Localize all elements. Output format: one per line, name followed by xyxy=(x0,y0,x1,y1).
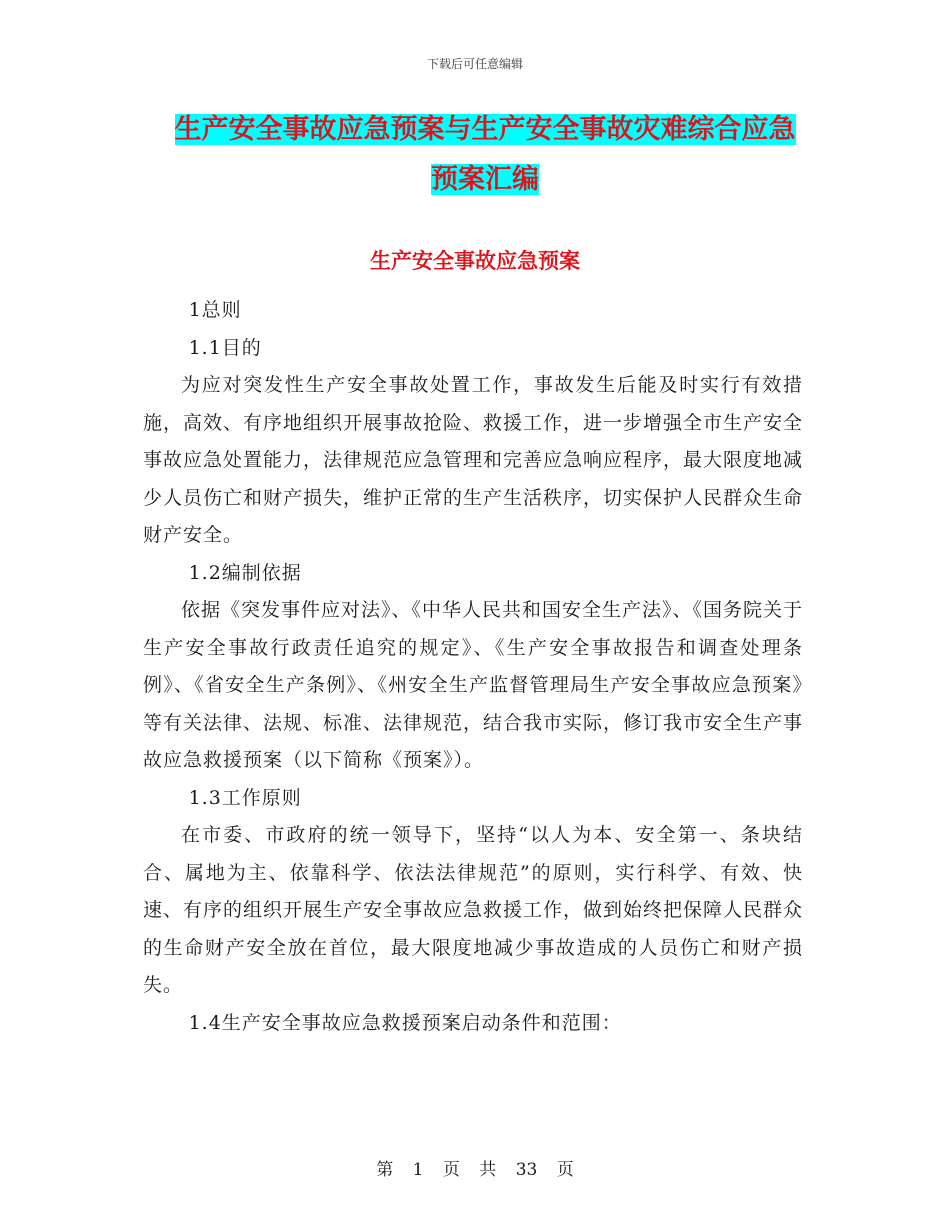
footer-suffix: 页 xyxy=(556,1160,574,1180)
header-note: 下载后可任意编辑 xyxy=(426,57,523,71)
footer-total-word: 共 xyxy=(479,1160,497,1180)
footer-page-number: 1 xyxy=(412,1160,424,1180)
footer-prefix: 第 xyxy=(376,1160,394,1180)
paragraph-purpose: 为应对突发性生产安全事故处置工作，事故发生后能及时实行有效措施，高效、有序地组织开展事故抢险、救援工作，进一步增强全市生产安全事故应急处置能力，法律规范应急管理和完善应急响应程序，最大限度地减少人员伤亡和财产损失，维护正常的生产生活秩序，切实保护人民群众生命财产安全。 xyxy=(143,374,804,546)
footer-page-word: 页 xyxy=(442,1160,460,1180)
heading-general: 1总则 xyxy=(188,299,242,321)
heading-basis: 1.2编制依据 xyxy=(188,561,302,584)
page-footer xyxy=(0,1155,950,1180)
section-title: 生产安全事故应急预案 xyxy=(370,249,580,273)
heading-principles: 1.3工作原则 xyxy=(188,786,302,809)
title-line-2: 预案汇编 xyxy=(431,164,539,195)
heading-purpose: 1.1目的 xyxy=(188,336,262,359)
title-line-1: 生产安全事故应急预案与生产安全事故灾难综合应急 xyxy=(174,114,796,145)
paragraph-principles: 在市委、市政府的统一领导下，坚持“以人为本、安全第一、条块结合、属地为主、依靠科学、依法法律规范”的原则，实行科学、有效、快速、有序的组织开展生产安全事故应急救援工作，做到始终把保障人民群众的生命财产安全放在首位，最大限度地减少事故造成的人员伤亡和财产损失。 xyxy=(143,824,804,996)
document-body xyxy=(143,292,803,1042)
heading-activation: 1.4生产安全事故应急救援预案启动条件和范围： xyxy=(188,1011,622,1034)
paragraph-basis: 依据《突发事件应对法》、《中华人民共和国安全生产法》、《国务院关于生产安全事故行政责任追究的规定》、《生产安全事故报告和调查处理条例》、《省安全生产条例》、《州安全生产监督管理局生产安全事故应急预案》等有关法律、法规、标准、法律规范，结合我市实际，修订我市安全生产事故应急救援预案（以下简称《预案》）。 xyxy=(143,599,804,771)
footer-total-pages: 33 xyxy=(515,1160,538,1180)
document-title xyxy=(140,105,830,205)
